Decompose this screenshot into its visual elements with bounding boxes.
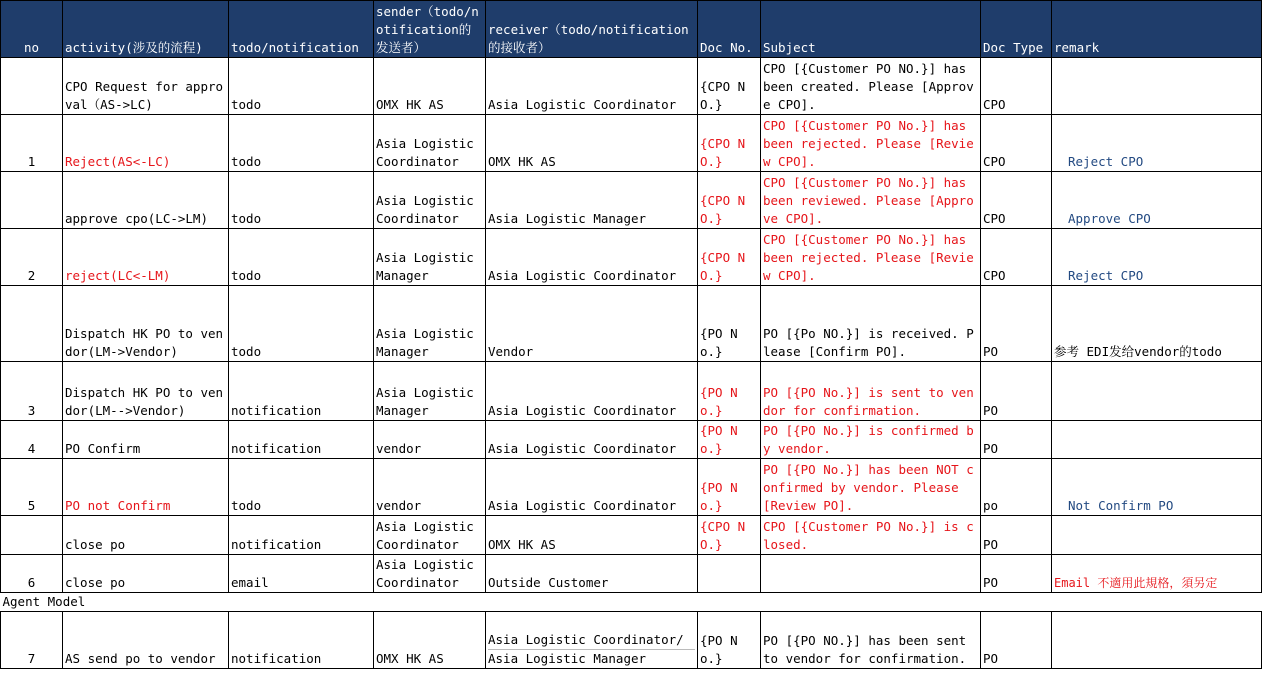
table-row (1, 172, 1262, 229)
cell-no[interactable]: 5 (1, 459, 63, 516)
cell-sender[interactable]: vendor (374, 421, 486, 459)
cell-no[interactable]: 7 (1, 612, 63, 669)
cell-type[interactable]: todo (229, 459, 374, 516)
cell-receiver[interactable]: Outside Customer (486, 555, 698, 593)
cell-sender[interactable]: Asia Logistic Manager (374, 229, 486, 286)
cell-no[interactable]: 4 (1, 421, 63, 459)
cell-sender[interactable]: Asia Logistic Coordinator (374, 555, 486, 593)
cell-doc-no[interactable]: {CPO NO.} (698, 229, 761, 286)
table-row (1, 58, 1262, 115)
col-header-doc-no[interactable]: Doc No. (698, 1, 761, 58)
cell-sender[interactable]: Asia Logistic Coordinator (374, 172, 486, 229)
col-header-remark[interactable]: remark (1052, 1, 1262, 58)
cell-type[interactable]: notification (229, 612, 374, 669)
col-header-receiver[interactable]: receiver（todo/notification的接收者） (486, 1, 698, 58)
cell-type[interactable]: todo (229, 229, 374, 286)
cell-activity[interactable]: PO Confirm (63, 421, 229, 459)
col-header-activity[interactable]: activity(涉及的流程) (63, 1, 229, 58)
col-header-sender[interactable]: sender（todo/notification的发送者） (374, 1, 486, 58)
cell-receiver[interactable]: Asia Logistic Coordinator (486, 459, 698, 516)
table-row (1, 362, 1262, 421)
cell-doc-no[interactable]: {CPO NO.} (698, 172, 761, 229)
cell-no[interactable]: 3 (1, 362, 63, 421)
cell-receiver[interactable]: Vendor (486, 286, 698, 362)
cell-sender[interactable]: Asia Logistic Manager (374, 362, 486, 421)
table-row (1, 286, 1262, 362)
receiver-line-2: Asia Logistic Manager (488, 651, 647, 666)
cell-doc-no[interactable] (698, 555, 761, 593)
cell-doc-type[interactable]: PO (981, 286, 1052, 362)
cell-subject[interactable]: CPO [{Customer PO No.}] has been reviewed. Please [Approve CPO]. (761, 172, 981, 229)
cell-activity[interactable]: Dispatch HK PO to vendor(LM->Vendor) (63, 286, 229, 362)
cell-doc-type[interactable]: CPO (981, 115, 1052, 172)
cell-doc-no[interactable]: {PO No.} (698, 612, 761, 669)
cell-doc-type[interactable]: PO (981, 516, 1052, 555)
cell-type[interactable]: todo (229, 115, 374, 172)
cell-remark[interactable] (1052, 58, 1262, 115)
table-row (1, 459, 1262, 516)
cell-activity[interactable]: CPO Request for approval（AS->LC) (63, 58, 229, 115)
cell-receiver[interactable]: OMX HK AS (486, 115, 698, 172)
cell-no[interactable]: 6 (1, 555, 63, 593)
cell-subject[interactable]: CPO [{Customer PO No.}] has been rejected. Please [Review CPO]. (761, 229, 981, 286)
cell-type[interactable]: notification (229, 421, 374, 459)
cell-activity[interactable]: close po (63, 516, 229, 555)
cell-activity[interactable]: close po (63, 555, 229, 593)
cell-activity[interactable]: AS send po to vendor (63, 612, 229, 669)
cell-activity[interactable]: approve cpo(LC->LM) (63, 172, 229, 229)
cell-receiver[interactable]: Asia Logistic Coordinator (486, 58, 698, 115)
cell-receiver[interactable] (486, 612, 698, 669)
cell-remark[interactable] (1052, 421, 1262, 459)
cell-receiver[interactable]: Asia Logistic Coordinator (486, 421, 698, 459)
cell-subject[interactable]: CPO [{Customer PO No.}] is closed. (761, 516, 981, 555)
cell-no[interactable] (1, 58, 63, 115)
cell-sender[interactable]: Asia Logistic Coordinator (374, 516, 486, 555)
cell-doc-no[interactable]: {CPO NO.} (698, 115, 761, 172)
cell-remark[interactable] (1052, 516, 1262, 555)
cell-no[interactable] (1, 286, 63, 362)
cell-subject[interactable]: PO [{PO NO.}] has been sent to vendor for confirmation. (761, 612, 981, 669)
cell-doc-no[interactable]: {PO No.} (698, 362, 761, 421)
cell-remark[interactable]: Reject CPO (1052, 115, 1262, 172)
cell-sender[interactable]: OMX HK AS (374, 612, 486, 669)
cell-subject[interactable]: PO [{PO No.}] is sent to vendor for confirmation. (761, 362, 981, 421)
cell-subject[interactable]: CPO [{Customer PO NO.}] has been created. Please [Approve CPO]. (761, 58, 981, 115)
table-row (1, 421, 1262, 459)
cell-no[interactable] (1, 516, 63, 555)
table-row (1, 115, 1262, 172)
cell-doc-type[interactable]: PO (981, 555, 1052, 593)
col-header-doc-type[interactable]: Doc Type (981, 1, 1052, 58)
cell-doc-type[interactable]: PO (981, 612, 1052, 669)
cell-receiver[interactable]: Asia Logistic Manager (486, 172, 698, 229)
cell-sender[interactable]: OMX HK AS (374, 58, 486, 115)
cell-remark[interactable]: Not Confirm PO (1052, 459, 1262, 516)
cell-subject[interactable] (761, 555, 981, 593)
cell-subject[interactable]: PO [{Po NO.}] is received. Please [Confirm PO]. (761, 286, 981, 362)
cell-subject[interactable]: PO [{PO No.}] has been NOT confirmed by vendor. Please [Review PO]. (761, 459, 981, 516)
cell-no[interactable]: 1 (1, 115, 63, 172)
cell-subject[interactable]: PO [{PO No.}] is confirmed by vendor. (761, 421, 981, 459)
cell-type[interactable]: email (229, 555, 374, 593)
cell-type[interactable]: todo (229, 286, 374, 362)
cell-doc-no[interactable]: {PO No.} (698, 286, 761, 362)
col-header-subject[interactable]: Subject (761, 1, 981, 58)
cell-doc-type[interactable]: PO (981, 362, 1052, 421)
cell-sender[interactable]: Asia Logistic Coordinator (374, 115, 486, 172)
cell-subject[interactable]: CPO [{Customer PO No.}] has been rejected. Please [Review CPO]. (761, 115, 981, 172)
table-row (1, 555, 1262, 593)
col-header-no[interactable]: no (1, 1, 63, 58)
cell-doc-no[interactable]: {CPO NO.} (698, 58, 761, 115)
cell-remark[interactable]: Approve CPO (1052, 172, 1262, 229)
cell-doc-type[interactable]: CPO (981, 58, 1052, 115)
cell-activity[interactable]: reject(LC<-LM) (63, 229, 229, 286)
cell-activity[interactable]: Reject(AS<-LC) (63, 115, 229, 172)
cell-activity[interactable]: Dispatch HK PO to vendor(LM-->Vendor) (63, 362, 229, 421)
cell-type[interactable]: notification (229, 362, 374, 421)
cell-type[interactable]: todo (229, 58, 374, 115)
cell-doc-type[interactable]: PO (981, 421, 1052, 459)
header-row (1, 1, 1262, 58)
cell-remark[interactable]: 参考 EDI发给vendor的todo (1052, 286, 1262, 362)
cell-doc-no[interactable]: {PO No.} (698, 421, 761, 459)
table-row (1, 516, 1262, 555)
table-row (1, 229, 1262, 286)
cell-receiver[interactable]: Asia Logistic Coordinator (486, 229, 698, 286)
cell-doc-type[interactable]: po (981, 459, 1052, 516)
section-row (1, 593, 1262, 612)
cell-receiver[interactable]: Asia Logistic Coordinator (486, 362, 698, 421)
cell-sender[interactable]: vendor (374, 459, 486, 516)
cell-remark[interactable]: Email 不適用此規格，須另定 (1052, 555, 1262, 593)
cell-activity[interactable]: PO not Confirm (63, 459, 229, 516)
cell-doc-no[interactable]: {PO No.} (698, 459, 761, 516)
cell-no[interactable]: 2 (1, 229, 63, 286)
cell-remark[interactable] (1052, 612, 1262, 669)
table-row (1, 612, 1262, 669)
receiver-line-1: Asia Logistic Coordinator/ (488, 631, 695, 650)
cell-remark[interactable] (1052, 362, 1262, 421)
cell-no[interactable] (1, 172, 63, 229)
cell-remark[interactable]: Reject CPO (1052, 229, 1262, 286)
cell-type[interactable]: notification (229, 516, 374, 555)
agent-model-label[interactable]: Agent Model (1, 593, 1262, 612)
cell-doc-no[interactable]: {CPO NO.} (698, 516, 761, 555)
col-header-type[interactable]: todo/notification (229, 1, 374, 58)
cell-type[interactable]: todo (229, 172, 374, 229)
cell-sender[interactable]: Asia Logistic Manager (374, 286, 486, 362)
cell-doc-type[interactable]: CPO (981, 229, 1052, 286)
cell-doc-type[interactable]: CPO (981, 172, 1052, 229)
cell-receiver[interactable]: OMX HK AS (486, 516, 698, 555)
